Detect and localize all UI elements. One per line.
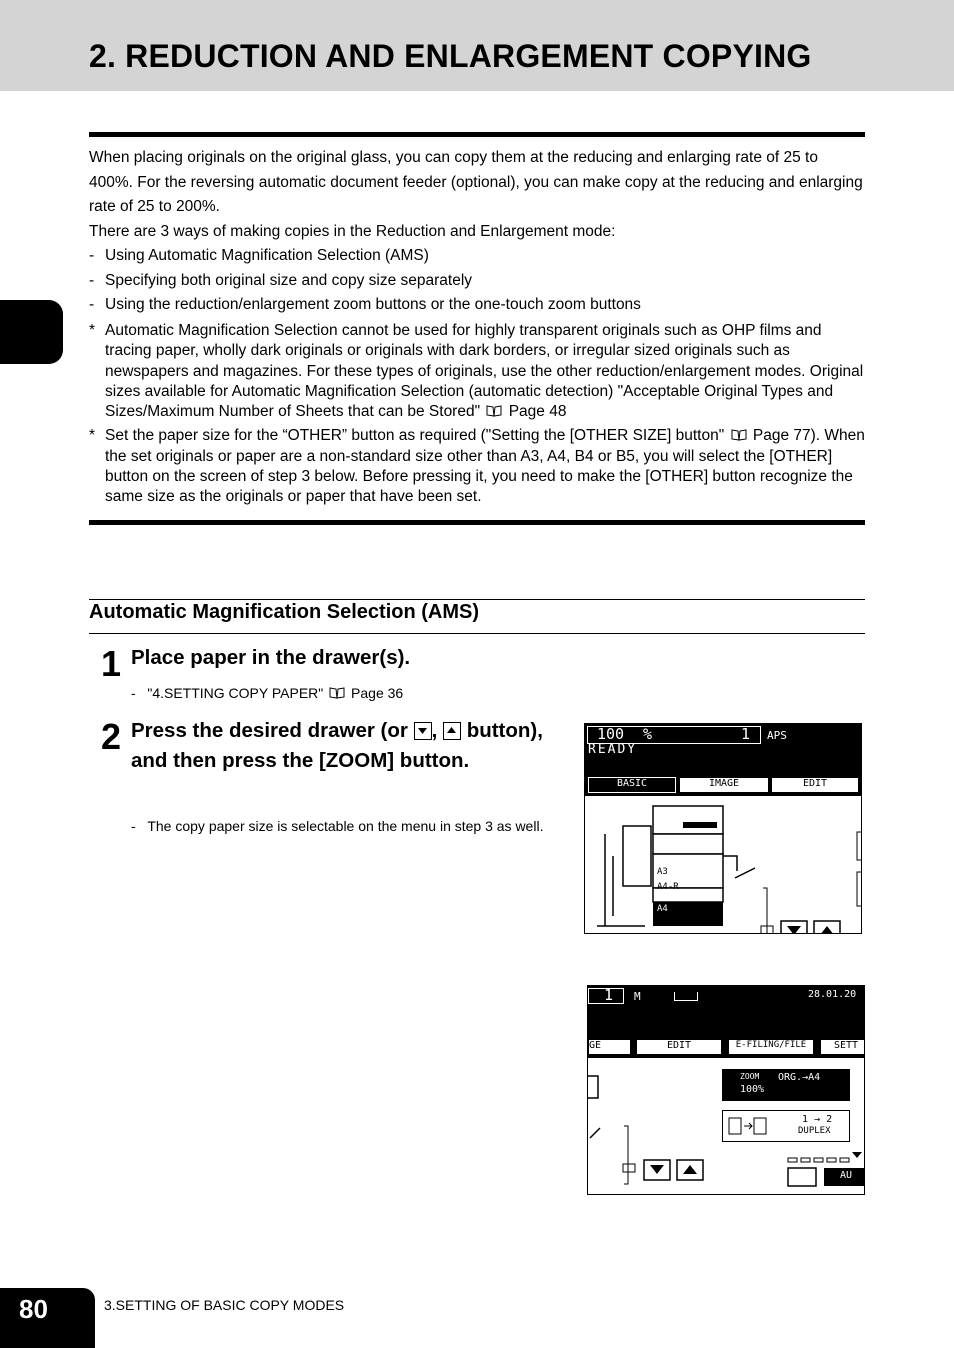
- tab-edit[interactable]: EDIT: [636, 1039, 722, 1055]
- duplex-ratio: 1 → 2: [802, 1114, 833, 1125]
- zoom-value: 100: [597, 725, 625, 743]
- book-icon: [329, 687, 345, 699]
- intro-text: [89, 146, 865, 318]
- date: 28.01.20: [808, 989, 857, 1000]
- bottom-rule: [89, 520, 865, 525]
- note-marker: *: [89, 427, 96, 445]
- step-2-title: [131, 716, 551, 775]
- section-rule-bottom: [89, 633, 865, 634]
- control-panel-screen-2: [587, 985, 865, 1195]
- density-indicator: [786, 1150, 864, 1194]
- book-icon: [486, 405, 502, 417]
- down-arrow-icon: [414, 722, 432, 740]
- step-2-number: 2: [101, 716, 122, 757]
- tray-icon: [674, 992, 698, 1001]
- tab-edit[interactable]: EDIT: [771, 777, 859, 793]
- step-1-note: - "4.SETTING COPY PAPER" Page 36: [131, 685, 404, 701]
- way-item: - Specifying both original size and copy size separately: [89, 269, 865, 294]
- step-2-title-a: Press the desired drawer (or: [131, 719, 408, 742]
- note-1-text: Automatic Magnification Selection cannot be used for highly transparent originals such as OHP films and tracing paper, wholly dark originals or originals with dark borders, or irregular sized originals such as newspapers and magazines. For these types of originals, use the other reduction/enlargement modes. Original sizes available for Automatic Magnification Selection (automatic detection) "Acceptable Original Types and Sizes/Maximum Number of Sheets that can be Stored": [105, 322, 864, 421]
- chapter-tab: [0, 300, 63, 364]
- drawer-label[interactable]: A4-R: [657, 882, 679, 892]
- page-header: [0, 0, 954, 91]
- duplex-icon: [728, 1116, 774, 1136]
- step-1-title: Place paper in the drawer(s).: [131, 646, 411, 669]
- drawer-label[interactable]: A3: [657, 867, 668, 877]
- step-2-note-text: The copy paper size is selectable on the menu in step 3 as well.: [147, 818, 544, 834]
- intro-paragraph-2: There are 3 ways of making copies in the Reduction and Enlargement mode:: [89, 222, 616, 240]
- page-title: 2. REDUCTION AND ENLARGEMENT COPYING: [89, 38, 812, 74]
- note-2-text-a: Set the paper size for the “OTHER” button as required ("Setting the [OTHER SIZE] button": [105, 427, 725, 445]
- control-panel-screen-1: [584, 723, 862, 934]
- zoom-label: ZOOM: [740, 1072, 760, 1081]
- note-2-page-ref[interactable]: Page 77).: [752, 427, 821, 445]
- book-icon: [731, 429, 747, 441]
- way-item: - Using Automatic Magnification Selection (AMS): [89, 244, 865, 269]
- up-arrow-icon: [443, 722, 461, 740]
- section-rule-top: [89, 599, 865, 600]
- aps-indicator: APS: [767, 729, 787, 742]
- note-2: [89, 426, 865, 507]
- note-marker: *: [89, 322, 96, 339]
- tab-efiling[interactable]: E-FILING/FILE: [728, 1039, 814, 1055]
- original-to-a4: ORG.→A4: [778, 1072, 821, 1083]
- way-item: - Using the reduction/enlargement zoom buttons or the one-touch zoom buttons: [89, 293, 865, 318]
- step-2-title-b: button), and then press the [ZOOM] button.: [131, 719, 543, 772]
- status-text: READY: [588, 742, 638, 757]
- copier-illustration: [585, 796, 861, 933]
- notes: [89, 321, 865, 512]
- zoom-percent: %: [643, 725, 653, 743]
- chapter-label: 3.SETTING OF BASIC COPY MODES: [104, 1297, 345, 1313]
- auto-label[interactable]: AU: [840, 1170, 853, 1181]
- page-number: 80: [19, 1294, 48, 1324]
- step-2-title-comma: ,: [431, 719, 438, 742]
- top-rule: [89, 132, 865, 137]
- zoom-value: 100%: [740, 1084, 765, 1095]
- tab-image[interactable]: GE: [588, 1039, 631, 1055]
- duplex-label: DUPLEX: [798, 1126, 831, 1136]
- tab-basic[interactable]: BASIC: [588, 777, 676, 793]
- intro-paragraph-1: When placing originals on the original glass, you can copy them at the reducing and enlarging rate of 25 to 400%. For the reversing automatic document feeder (optional), you can make copy at the reducing and enlarging rate of 25 to 200%.: [89, 149, 863, 215]
- tab-setting[interactable]: SETT: [820, 1039, 865, 1055]
- tab-image[interactable]: IMAGE: [679, 777, 769, 793]
- step-1-note-text: "4.SETTING COPY PAPER": [147, 685, 324, 701]
- note-1: [89, 321, 865, 422]
- step-1-page-ref[interactable]: Page 36: [351, 685, 404, 701]
- note-1-page-ref[interactable]: Page 48: [508, 403, 567, 421]
- section-title: Automatic Magnification Selection (AMS): [89, 601, 480, 623]
- mode-mark: M: [634, 990, 641, 1003]
- note-2-text-b: When the set originals or paper are a non-standard size other than A3, A4, B4 or B5, you will select the [OTHER] button on the screen of step 3 below. Before pressing it, you need to make the [OTHER] button recognize the same size as the originals or paper that have been set.: [105, 427, 865, 506]
- step-1-number: 1: [101, 643, 122, 684]
- copy-count: 1: [741, 725, 751, 743]
- drawer-label[interactable]: A4: [657, 904, 668, 914]
- copy-count: 1: [604, 986, 614, 1004]
- copier-fragment: [588, 1068, 728, 1194]
- step-2-note: - The copy paper size is selectable on the menu in step 3 as well.: [131, 818, 544, 834]
